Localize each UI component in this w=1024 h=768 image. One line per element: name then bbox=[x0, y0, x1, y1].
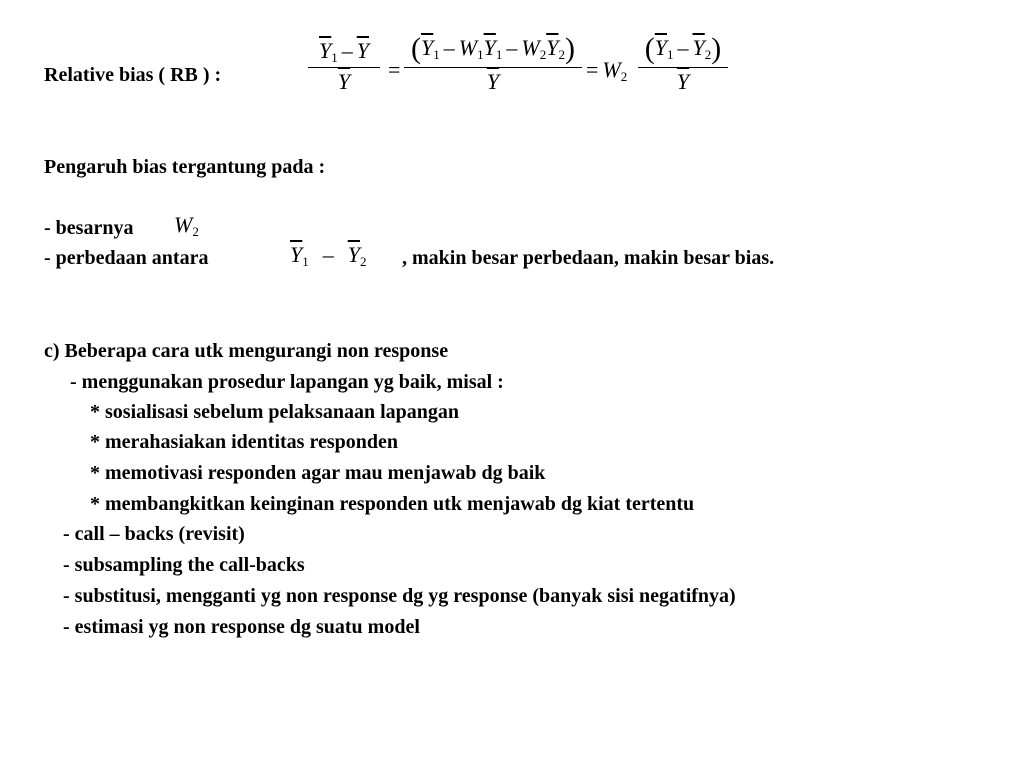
list-item: * sosialisasi sebelum pelaksanaan lapangan bbox=[90, 401, 459, 423]
list-item: - estimasi yg non response dg suatu model bbox=[63, 616, 420, 638]
relative-bias-heading: Relative bias ( RB ) : bbox=[44, 64, 222, 86]
equals-sign-1: = bbox=[388, 57, 401, 82]
pengaruh-title: Pengaruh bias tergantung pada : bbox=[44, 156, 326, 178]
perbedaan-line: - perbedaan antara bbox=[44, 247, 209, 269]
equals-sign-2: = $W_2$ bbox=[586, 57, 628, 84]
list-item: * memotivasi responden agar mau menjawab dg baik bbox=[90, 462, 546, 484]
list-item: - subsampling the call-backs bbox=[63, 554, 305, 576]
list-item: - menggunakan prosedur lapangan yg baik, misal : bbox=[70, 371, 504, 393]
section-c-title: c) Beberapa cara utk mengurangi non response bbox=[44, 340, 449, 362]
list-item: * membangkitkan keinginan responden utk menjawab dg kiat tertentu bbox=[90, 493, 695, 515]
y1-minus-y2: $\overline{Y}_1 - \overline{Y}_2$ bbox=[290, 242, 367, 269]
list-item: - substitusi, mengganti yg non response dg yg response (banyak sisi negatifnya) bbox=[63, 585, 736, 607]
w2-symbol: $W_2$ bbox=[174, 212, 199, 239]
fraction-2: $(\overline{Y}_1 - W_1\overline{Y}_1 - W_2\overline{Y}_2)$ $\overline{Y}$ bbox=[404, 34, 582, 93]
list-item: * merahasiakan identitas responden bbox=[90, 431, 399, 453]
perbedaan-tail: , makin besar perbedaan, makin besar bias. bbox=[402, 247, 775, 269]
list-item: - call – backs (revisit) bbox=[63, 523, 245, 545]
fraction-1: $\overline{Y}_1 - \overline{Y}$ $\overline{Y}$ bbox=[308, 40, 380, 93]
besarnya-line: - besarnya bbox=[44, 217, 134, 239]
fraction-3: $(\overline{Y}_1 - \overline{Y}_2)$ $\overline{Y}$ bbox=[638, 34, 728, 93]
